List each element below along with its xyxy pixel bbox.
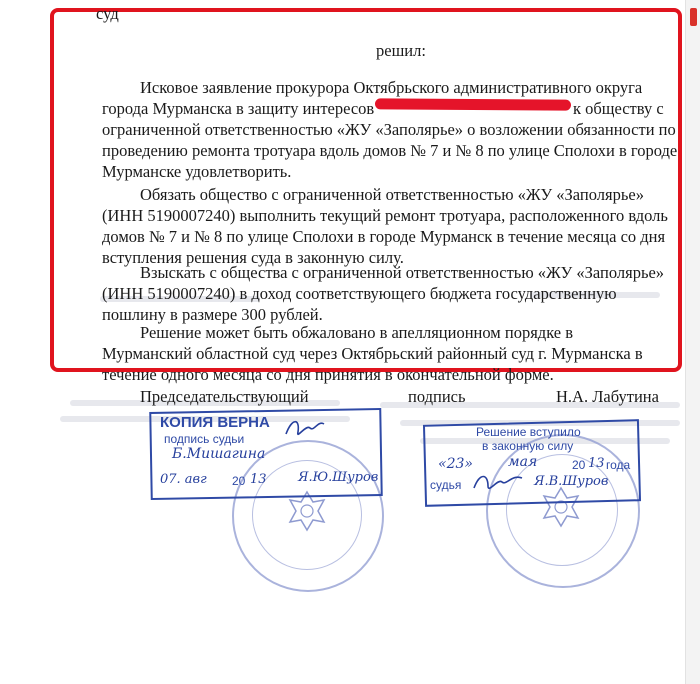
heading-resolved: решил: (376, 41, 426, 60)
signature-sign-label: подпись (408, 387, 466, 406)
paragraph-4-line-3: течение одного месяца со дня принятия в окончательной форме. (102, 365, 554, 384)
stamp-copy-date-hand: 07. авг (160, 472, 207, 487)
stamp-copy-hand-initials: Я.Ю.Шуров (298, 470, 379, 485)
stamp-copy-title: КОПИЯ ВЕРНА (160, 414, 270, 431)
stamp-effective-year-suffix: 13 (588, 456, 605, 471)
stamp-copy-hand-signature: Б.Мишагина (172, 446, 266, 462)
window-scrollbar[interactable] (685, 0, 700, 684)
paragraph-2-line-1: Обязать общество с ограниченной ответственностью «ЖУ «Заполярье» (140, 185, 644, 204)
stamp-effective-day: «23» (438, 456, 473, 472)
signature-name: Н.А. Лабутина (556, 387, 659, 406)
paragraph-4-line-2: Мурманский областной суд через Октябрьский районный суд г. Мурманска в (102, 344, 643, 363)
signature-scribble-icon (470, 470, 526, 496)
paragraph-1-line-2b: к обществу с (573, 99, 664, 118)
signature-scribble-icon (282, 414, 328, 442)
stamp-copy-date-year: 13 (250, 472, 267, 487)
paragraph-2-line-3: домов № 7 и № 8 по улице Сполохи в городе Мурманск в течение месяца со дня (102, 227, 666, 246)
stamp-copy-date-print: 20 (232, 474, 246, 488)
stamp-effective-year-prefix: 20 (572, 458, 586, 472)
paragraph-1-line-3: ограниченной ответственностью «ЖУ «Заполярье» о возложении обязанности по (102, 120, 676, 139)
stamp-effective-judge-label: судья (430, 478, 462, 492)
paragraph-2-line-2: (ИНН 5190007240) выполнить текущий ремонт тротуара, расположенного вдоль (102, 206, 668, 225)
paragraph-3-line-3: пошлину в размере 300 рублей. (102, 305, 323, 324)
stamp-effective-hand-signature: Я.В.Шуров (534, 474, 609, 489)
stamp-effective-subtitle: в законную силу (482, 439, 574, 453)
stamp-effective-year-word: года (606, 458, 631, 472)
redaction-mark (375, 98, 571, 110)
scrollbar-thumb[interactable] (690, 8, 697, 26)
signature-role: Председательствующий (140, 387, 309, 406)
paragraph-3-line-2: (ИНН 5190007240) в доход соответствующего бюджета государственную (102, 284, 617, 303)
paragraph-1-line-1: Исковое заявление прокурора Октябрьского административного округа (140, 78, 643, 97)
stamp-effective-title: Решение вступило (476, 425, 581, 439)
paragraph-2-line-4: вступления решения суда в законную силу. (102, 248, 404, 267)
stamp-copy-line1: подпись судьи (164, 432, 245, 446)
paragraph-3-line-1: Взыскать с общества с ограниченной ответственностью «ЖУ «Заполярье» (140, 263, 665, 282)
paragraph-1-line-5: Мурманске удовлетворить. (102, 162, 292, 181)
top-word: суд (96, 4, 119, 23)
paragraph-4-line-1: Решение может быть обжаловано в апелляционном порядке в (140, 323, 574, 342)
paragraph-1-line-4: проведению ремонта тротуара вдоль домов № 7 и № 8 по улице Сполохи в городе (102, 141, 678, 160)
stamp-effective-month: мая (508, 454, 538, 470)
paragraph-1-line-2a: города Мурманска в защиту интересов (102, 99, 375, 118)
